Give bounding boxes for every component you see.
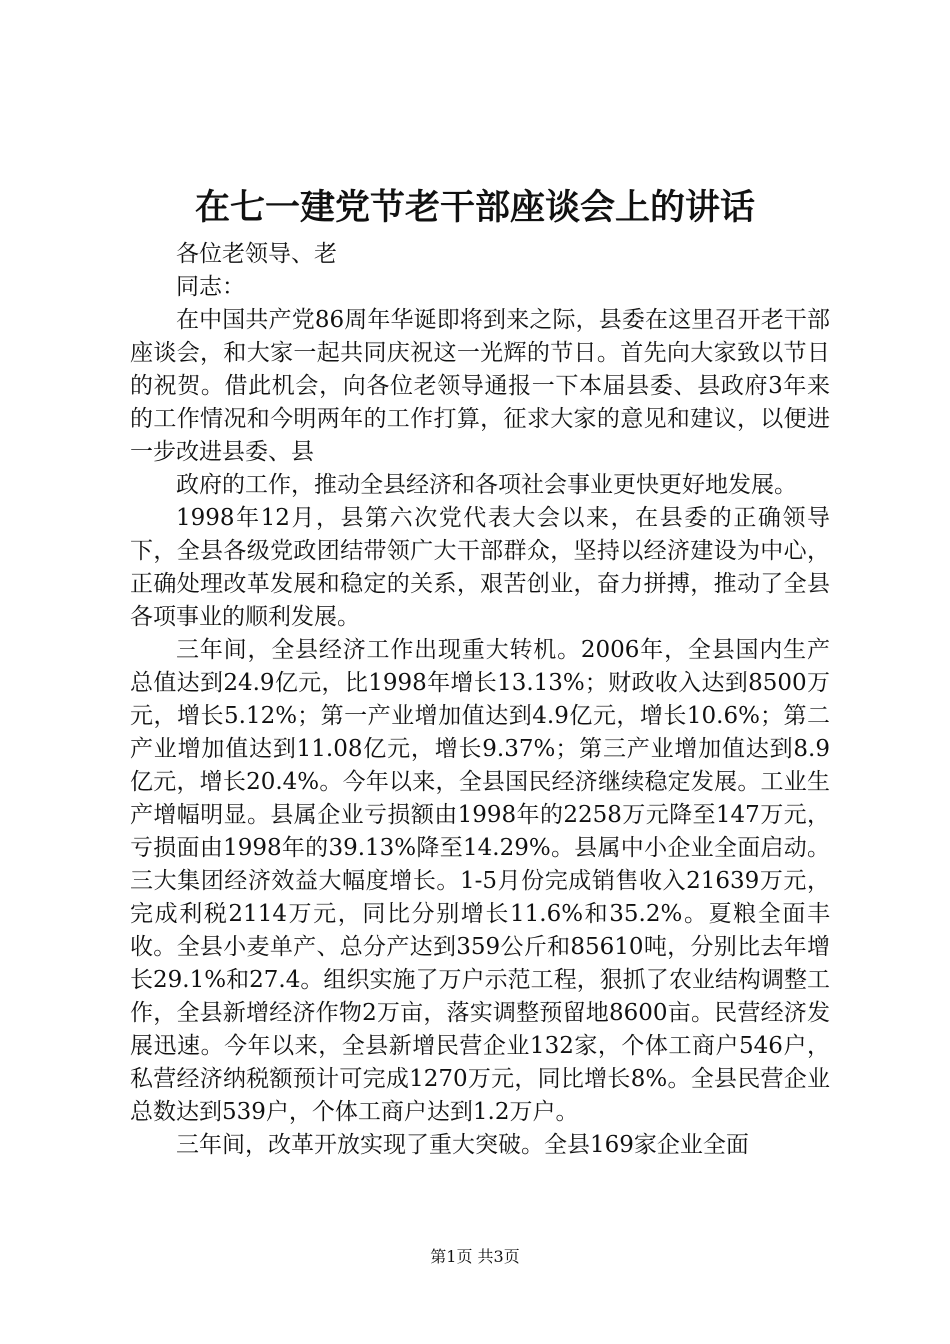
salutation-line-2: 同志： bbox=[176, 274, 245, 300]
page-number: 第1页 共3页 bbox=[430, 1247, 520, 1266]
paragraph-review: 1998年12月，县第六次党代表大会以来，在县委的正确领导下，全县各级党政团结带领广大干部群众，坚持以经济建设为中心，正确处理改革发展和稳定的关系，艰苦创业，奋力拼搏，推动了全县各项事业的顺利发展。 bbox=[130, 505, 830, 630]
paragraph-opening-cont: 政府的工作，推动全县经济和各项社会事业更快更好地发展。 bbox=[176, 472, 797, 498]
salutation-line-1: 各位老领导、老 bbox=[176, 241, 337, 267]
paragraph-economy: 三年间，全县经济工作出现重大转机。2006年，全县国内生产总值达到24.9亿元，比1998年增长13.13%；财政收入达到8500万元，增长5.12%；第一产业增加值达到4.9亿元，增长10.6%；第二产业增加值达到11.08亿元，增长9.37%；第三产业增加值达到8.9亿元，增长20.4%。今年以来，全县国民经济继续稳定发展。工业生产增幅明显。县属企业亏损额由1998年的2258万元降至147万元，亏损面由1998年的39.13%降至14.29%。县属中小企业全面启动。三大集团经济效益大幅度增长。1-5月份完成销售收入21639万元，完成利税2114万元，同比分别增长11.6%和35.2%。夏粮全面丰收。全县小麦单产、总分产达到359公斤和85610吨，分别比去年增长29.1%和27.4。组织实施了万户示范工程，狠抓了农业结构调整工作，全县新增经济作物2万亩，落实调整预留地8600亩。民营经济发展迅速。今年以来，全县新增民营企业132家，个体工商户546户，私营经济纳税额预计可完成1270万元，同比增长8%。全县民营企业总数达到539户，个体工商户达到1.2万户。 bbox=[130, 637, 830, 1125]
document-body bbox=[130, 238, 830, 1162]
paragraph-opening: 在中国共产党86周年华诞即将到来之际，县委在这里召开老干部座谈会，和大家一起共同庆祝这一光辉的节日。首先向大家致以节日的祝贺。借此机会，向各位老领导通报一下本届县委、县政府3年来的工作情况和今明两年的工作打算，征求大家的意见和建议，以便进一步改进县委、县 bbox=[130, 307, 830, 465]
document-title: 在七一建党节老干部座谈会上的讲话 bbox=[194, 187, 755, 228]
paragraph-reform: 三年间，改革开放实现了重大突破。全县169家企业全面 bbox=[176, 1132, 749, 1158]
